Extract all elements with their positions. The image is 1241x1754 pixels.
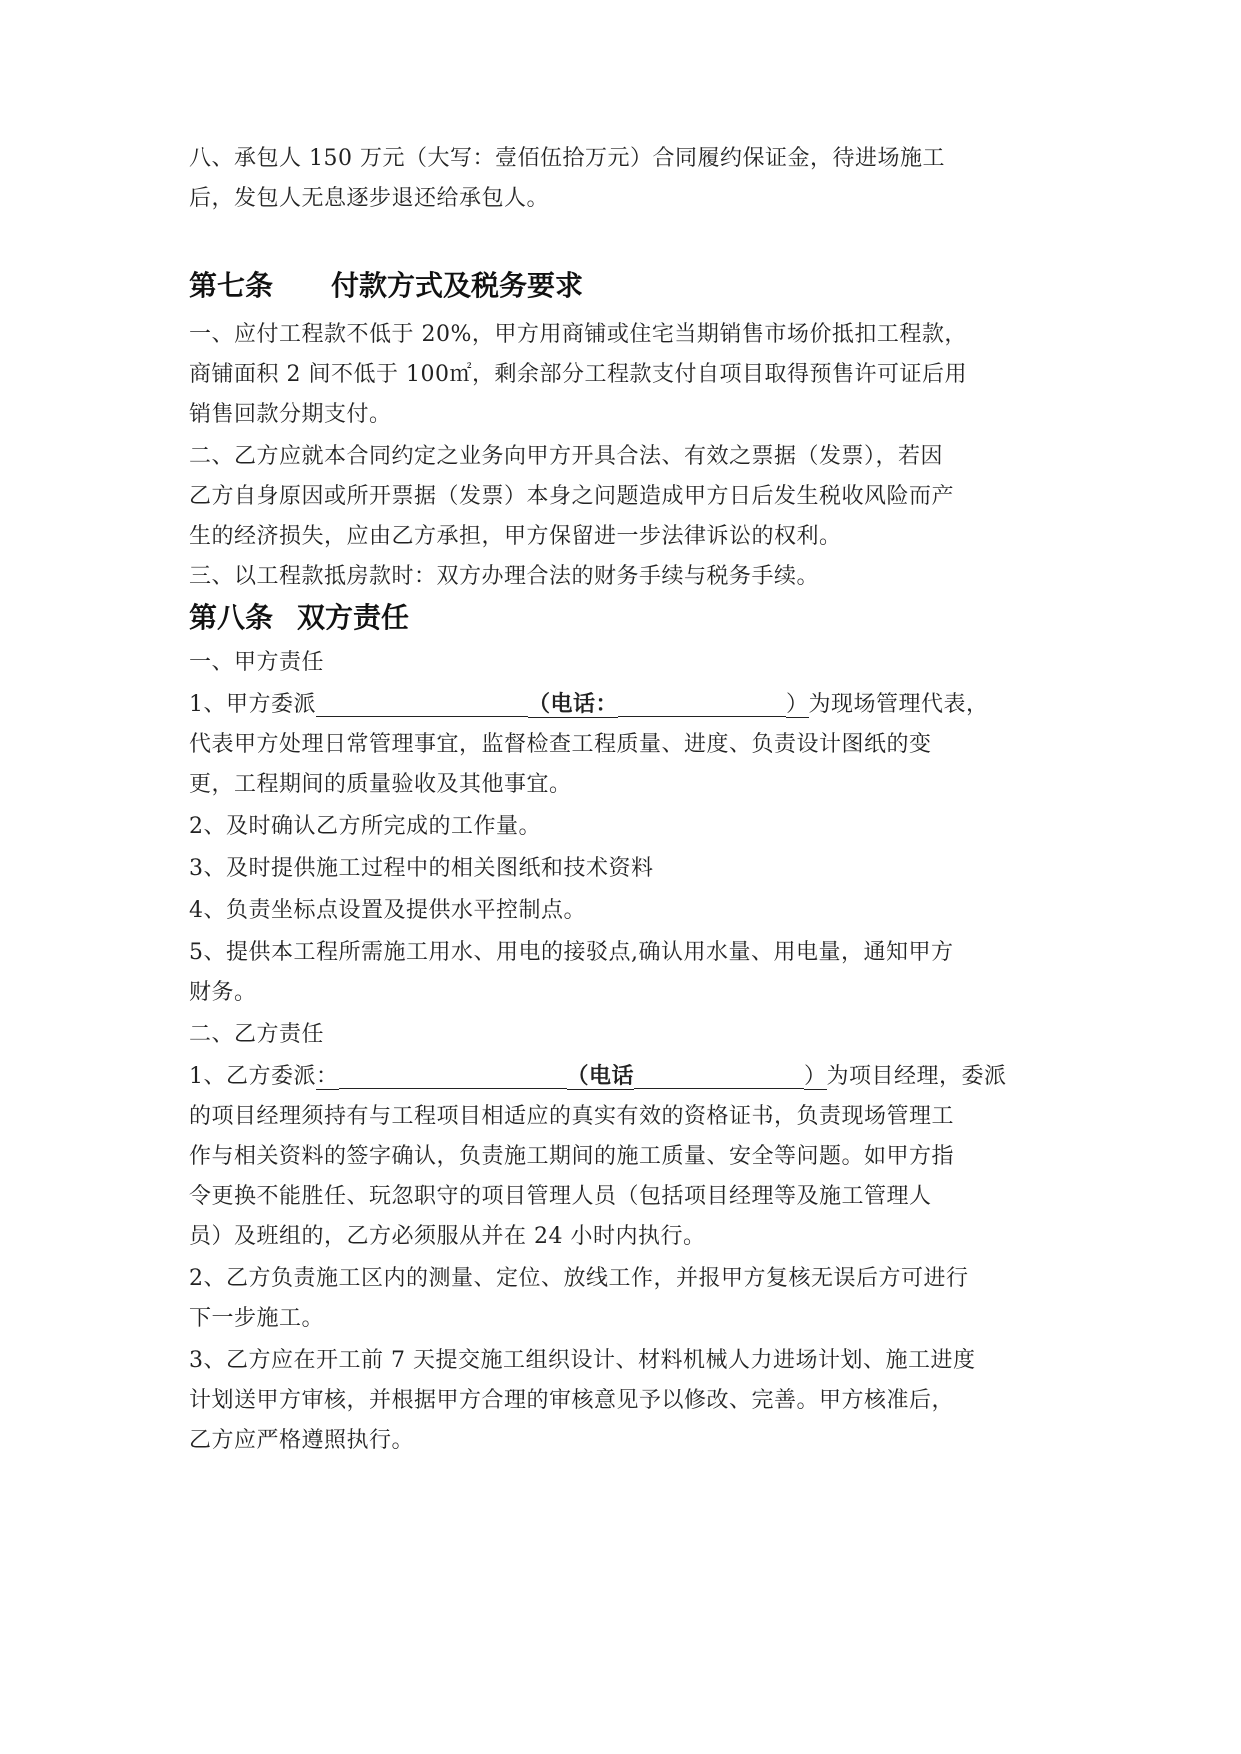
party-b-item-3-line-1: 3、乙方应在开工前 7 天提交施工组织设计、材料机械人力进场计划、施工进度: [189, 1348, 976, 1373]
party-b-phone-blank[interactable]: [634, 1062, 804, 1089]
party-b-delegate-label: 1、乙方委派: [189, 1064, 316, 1089]
party-a-item-1-line-2: 代表甲方处理日常管理事宜，监督检查工程质量、进度、负责设计图纸的变: [189, 732, 932, 757]
article-7-p1-line-3: 销售回款分期支付。: [189, 402, 392, 427]
party-a-item-2: 2、及时确认乙方所完成的工作量。: [189, 814, 541, 839]
article-7-heading: [189, 268, 583, 304]
article-7-title: 付款方式及税务要求: [331, 269, 584, 302]
article-7-p2-line-3: 生的经济损失，应由乙方承担，甲方保留进一步法律诉讼的权利。: [189, 524, 842, 549]
party-a-phone-blank[interactable]: [618, 690, 786, 717]
article-7-p1-line-2: 商铺面积 2 间不低于 100㎡，剩余部分工程款支付自项目取得预售许可证后用: [189, 362, 967, 387]
party-a-item-3: 3、及时提供施工过程中的相关图纸和技术资料: [189, 856, 654, 881]
party-a-role-suffix: 为现场管理代表，: [808, 692, 989, 717]
article-7-p1-line-1: 一、应付工程款不低于 20%，甲方用商铺或住宅当期销售市场价抵扣工程款，: [189, 322, 967, 347]
party-a-item-1-line-3: 更，工程期间的质量验收及其他事宜。: [189, 772, 572, 797]
party-b-manager-blank[interactable]: [339, 1062, 567, 1089]
clause-item-8-line-1: 八、承包人 150 万元（大写：壹佰伍拾万元）合同履约保证金，待进场施工: [189, 146, 945, 171]
party-b-item-2-line-1: 2、乙方负责施工区内的测量、定位、放线工作，并报甲方复核无误后方可进行: [189, 1266, 969, 1291]
party-b-item-3-line-2: 计划送甲方审核，并根据甲方合理的审核意见予以修改、完善。甲方核准后，: [189, 1388, 955, 1413]
party-a-delegate-label: 1、甲方委派: [189, 692, 316, 717]
party-a-item-5-line-1: 5、提供本工程所需施工用水、用电的接驳点,确认用水量、用电量，通知甲方: [189, 940, 954, 965]
party-b-role-suffix: 为项目经理，委派: [826, 1064, 1007, 1089]
article-8-heading: [189, 600, 409, 636]
article-7-number: 第七条: [189, 269, 274, 302]
party-a-heading: 一、甲方责任: [189, 650, 325, 675]
party-b-item-1-line-2: 的项目经理须持有与工程项目相适应的真实有效的资格证书，负责现场管理工: [189, 1104, 955, 1129]
party-b-heading: 二、乙方责任: [189, 1022, 325, 1047]
party-b-item-1-line-5: 员）及班组的，乙方必须服从并在 24 小时内执行。: [189, 1224, 706, 1249]
article-7-p3: 三、以工程款抵房款时：双方办理合法的财务手续与税务手续。: [189, 564, 820, 589]
party-b-phone-close: ）: [804, 1064, 827, 1089]
party-a-phone-label: （电话：: [528, 692, 619, 717]
party-a-representative-blank[interactable]: [316, 690, 528, 717]
article-7-p2-line-2: 乙方自身原因或所开票据（发票）本身之问题造成甲方日后发生税收风险而产: [189, 484, 955, 509]
party-a-item-5-line-2: 财务。: [189, 980, 257, 1005]
article-7-p2-line-1: 二、乙方应就本合同约定之业务向甲方开具合法、有效之票据（发票），若因: [189, 444, 944, 469]
article-8-title: 双方责任: [297, 601, 410, 634]
party-b-item-1-line-1: [189, 1062, 1007, 1092]
party-b-item-1-line-3: 作与相关资料的签字确认，负责施工期间的施工质量、安全等问题。如甲方指: [189, 1144, 955, 1169]
clause-item-8-line-2: 后，发包人无息逐步退还给承包人。: [189, 186, 550, 211]
party-b-colon: ：: [316, 1064, 339, 1089]
party-b-item-1-line-4: 令更换不能胜任、玩忽职守的项目管理人员（包括项目经理等及施工管理人: [189, 1184, 932, 1209]
party-b-phone-label: （电话: [566, 1064, 635, 1089]
party-a-item-1-line-1: [189, 690, 989, 720]
party-a-item-4: 4、负责坐标点设置及提供水平控制点。: [189, 898, 586, 923]
party-b-item-2-line-2: 下一步施工。: [189, 1306, 325, 1331]
article-8-number: 第八条: [189, 601, 274, 634]
party-b-item-3-line-3: 乙方应严格遵照执行。: [189, 1428, 415, 1453]
party-a-phone-close: ）: [786, 692, 809, 717]
